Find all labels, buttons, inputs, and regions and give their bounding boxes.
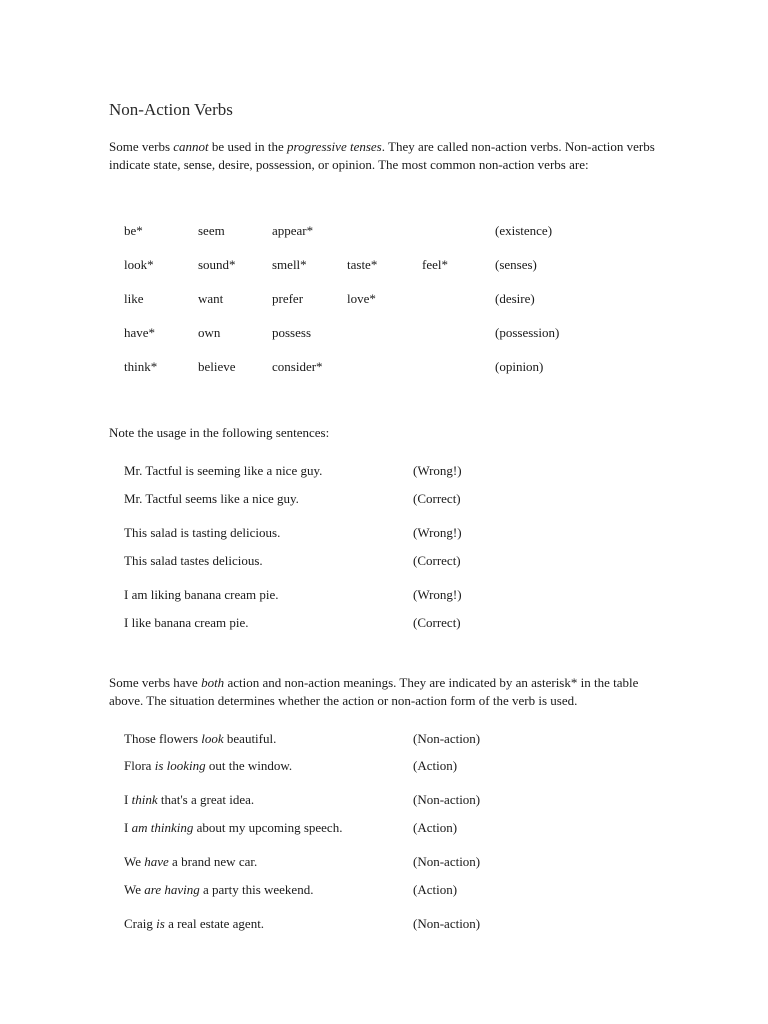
sentence-verb: have <box>144 854 169 869</box>
usage-sentence: Mr. Tactful is seeming like a nice guy. <box>124 463 323 478</box>
both-emphasis: both <box>201 675 225 690</box>
meaning-label: (Non-action) <box>413 731 481 746</box>
intro-paragraph <box>109 138 661 173</box>
verb-cell: have* <box>124 325 156 340</box>
verb-cell: love* <box>347 291 376 306</box>
sentence-pre: We <box>124 854 145 869</box>
meaning-sentence <box>124 792 254 808</box>
usage-sentence: This salad is tasting delicious. <box>124 525 281 540</box>
verb-category: (opinion) <box>495 359 544 374</box>
verb-cell: want <box>198 291 224 306</box>
meaning-sentence <box>124 854 257 870</box>
intro-text-1: Some verbs <box>109 139 174 154</box>
usage-label: (Wrong!) <box>413 463 462 478</box>
verb-category: (existence) <box>495 223 553 238</box>
verb-cell: think* <box>124 359 158 374</box>
usage-label: (Correct) <box>413 491 461 506</box>
meaning-sentence <box>124 758 292 774</box>
sentence-verb: is looking <box>154 758 206 773</box>
sentence-verb: am thinking <box>131 820 194 835</box>
sentence-pre: I <box>124 792 132 807</box>
sentence-post: out the window. <box>205 758 293 773</box>
sentence-pre: Those flowers <box>124 731 202 746</box>
sentence-verb: is <box>156 916 165 931</box>
intro-progressive: progressive tenses <box>287 139 382 154</box>
verb-cell: seem <box>198 223 225 238</box>
note-text: Note the usage in the following sentences: <box>109 425 330 440</box>
usage-sentence: Mr. Tactful seems like a nice guy. <box>124 491 299 506</box>
sentence-verb: look <box>201 731 224 746</box>
meaning-sentence <box>124 882 313 898</box>
verb-cell: sound* <box>198 257 236 272</box>
sentence-verb: are having <box>144 882 200 897</box>
sentence-pre: I <box>124 820 132 835</box>
verb-cell: appear* <box>272 223 314 238</box>
sentence-pre: Flora <box>124 758 155 773</box>
sentence-post: a brand new car. <box>168 854 258 869</box>
meaning-label: (Action) <box>413 882 458 897</box>
meaning-sentence <box>124 820 342 836</box>
verb-cell: like <box>124 291 144 306</box>
both-paragraph <box>109 674 661 709</box>
sentence-post: about my upcoming speech. <box>193 820 343 835</box>
intro-text-2: be used in the <box>208 139 288 154</box>
usage-sentence: I am liking banana cream pie. <box>124 587 279 602</box>
verb-cell: possess <box>272 325 312 340</box>
usage-sentence: I like banana cream pie. <box>124 615 249 630</box>
verb-cell: smell* <box>272 257 307 272</box>
both-text-2: action and non-action meanings. They are indicated by an asterisk* in the table above. The situation determines whether the action or non-action form of the verb is used. <box>109 675 639 708</box>
verb-cell: consider* <box>272 359 323 374</box>
intro-cannot: cannot <box>173 139 209 154</box>
verb-category: (senses) <box>495 257 537 272</box>
usage-label: (Correct) <box>413 553 461 568</box>
meaning-sentence <box>124 731 276 747</box>
sentence-verb: think <box>131 792 158 807</box>
meaning-label: (Non-action) <box>413 916 481 931</box>
verb-cell: prefer <box>272 291 304 306</box>
meaning-sentence <box>124 916 264 932</box>
intro-text-3: . They are called non-action verbs. Non-action verbs indicate state, sense, desire, possession, or opinion. The most common non-action verbs are: <box>109 139 655 172</box>
usage-label: (Wrong!) <box>413 525 462 540</box>
sentence-pre: We <box>124 882 145 897</box>
verb-cell: taste* <box>347 257 378 272</box>
verb-cell: own <box>198 325 221 340</box>
verb-cell: feel* <box>422 257 448 272</box>
sentence-pre: Craig <box>124 916 157 931</box>
page-title: Non-Action Verbs <box>109 100 233 119</box>
sentence-post: a party this weekend. <box>199 882 314 897</box>
sentence-post: that's a great idea. <box>157 792 255 807</box>
meaning-label: (Non-action) <box>413 854 481 869</box>
verb-category: (possession) <box>495 325 560 340</box>
verb-cell: believe <box>198 359 236 374</box>
both-text-1: Some verbs have <box>109 675 202 690</box>
sentence-post: beautiful. <box>223 731 277 746</box>
sentence-post: a real estate agent. <box>164 916 265 931</box>
usage-label: (Wrong!) <box>413 587 462 602</box>
meaning-label: (Action) <box>413 758 458 773</box>
usage-label: (Correct) <box>413 615 461 630</box>
verb-cell: be* <box>124 223 143 238</box>
verb-cell: look* <box>124 257 154 272</box>
meaning-label: (Action) <box>413 820 458 835</box>
verb-category: (desire) <box>495 291 535 306</box>
meaning-label: (Non-action) <box>413 792 481 807</box>
usage-sentence: This salad tastes delicious. <box>124 553 263 568</box>
